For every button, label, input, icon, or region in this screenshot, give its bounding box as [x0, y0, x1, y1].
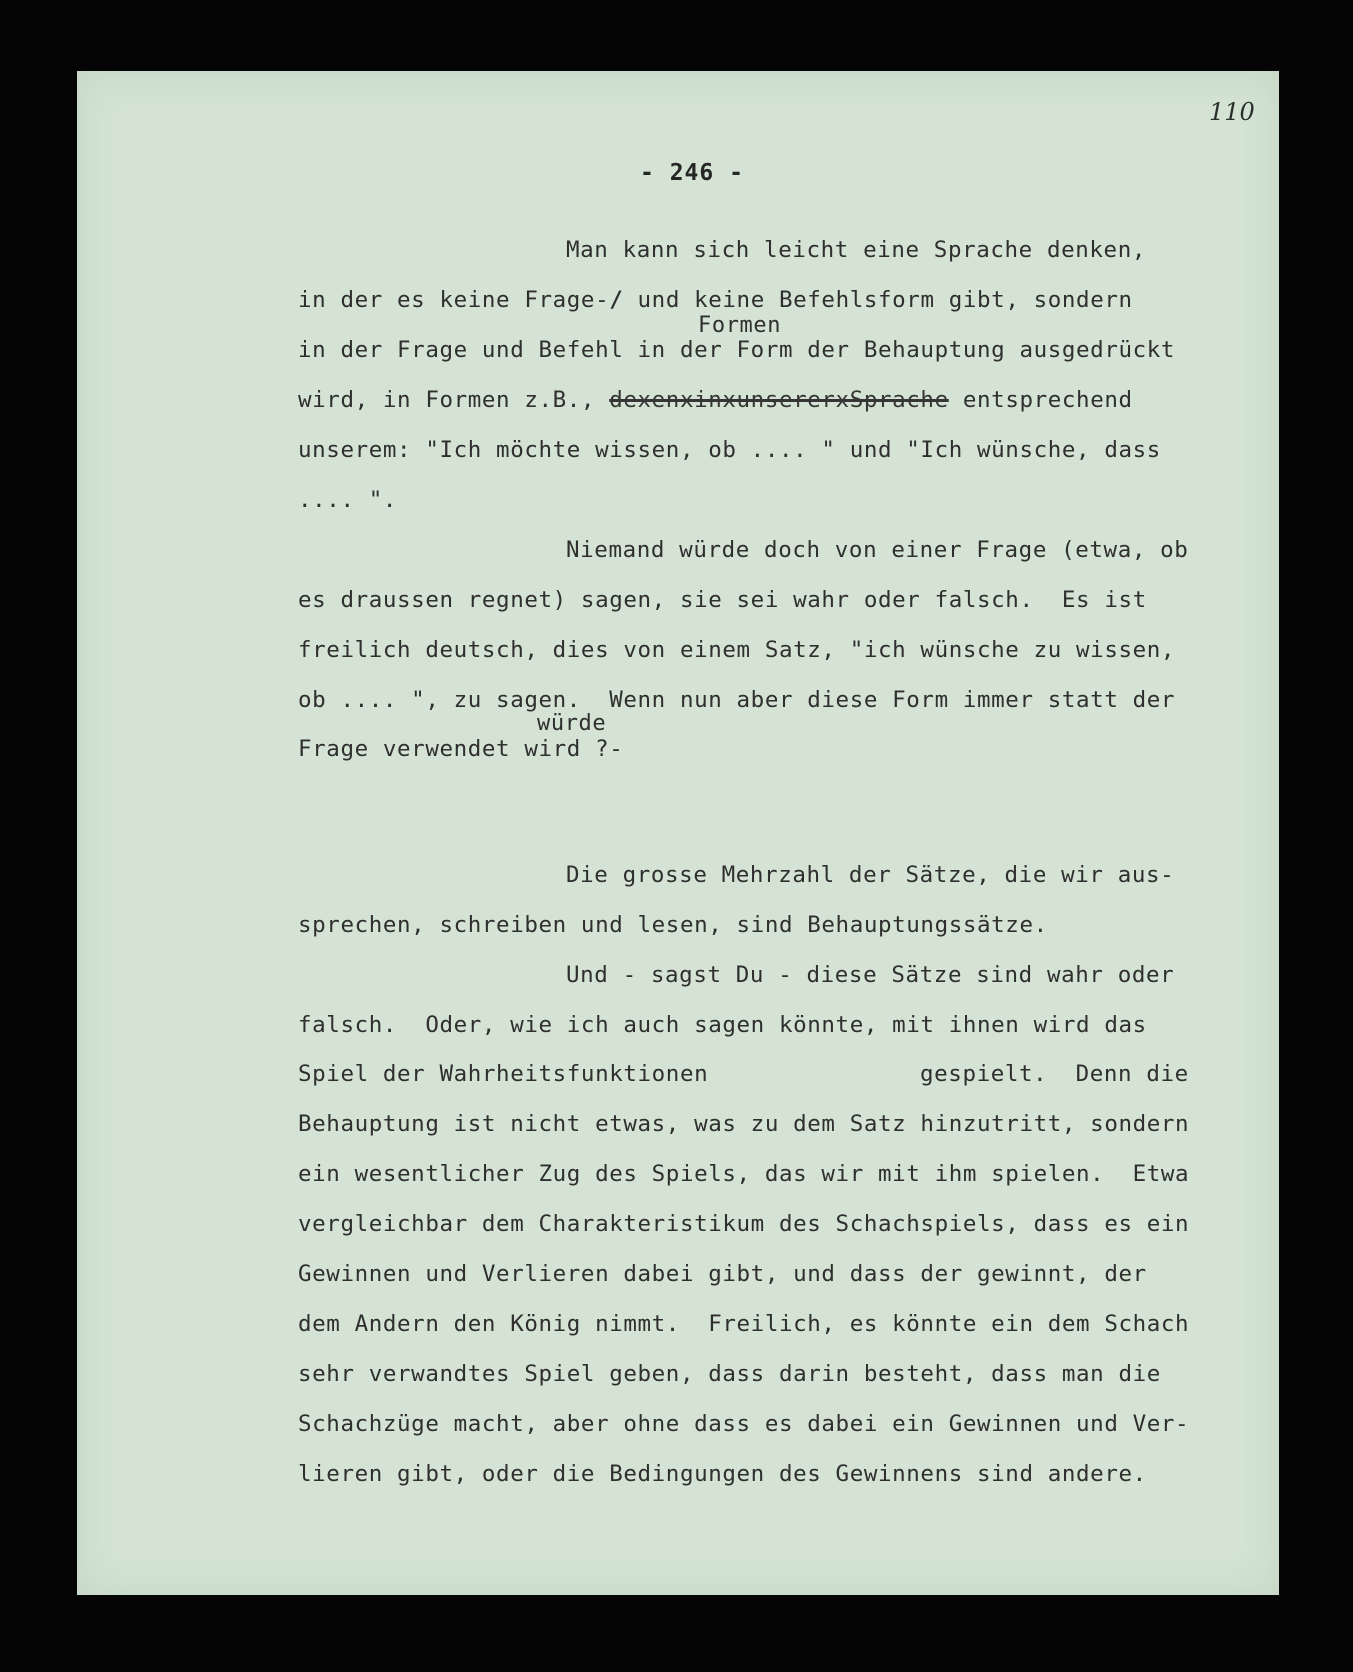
p1-line-2-b: und keine Befehlsform gibt, sondern	[623, 287, 1133, 313]
p4-line-4: Behauptung ist nicht etwas, was zu dem Satz hinzutritt, sondern	[298, 1111, 1190, 1137]
archive-number: 110	[1209, 98, 1255, 126]
p4-line-2: falsch. Oder, wie ich auch sagen könnte, mit ihnen wird das	[298, 1012, 1147, 1038]
p3-line-2: sprechen, schreiben und lesen, sind Behauptungssätze.	[298, 912, 1048, 938]
p1-line-5: unserem: "Ich möchte wissen, ob .... " und "Ich wünsche, dass	[298, 437, 1161, 463]
p3-line-1: Die grosse Mehrzahl der Sätze, die wir aus-	[566, 862, 1175, 888]
p4-line-8: dem Andern den König nimmt. Freilich, es könnte ein dem Schach	[298, 1311, 1190, 1337]
p4-line-3-a: Spiel der Wahrheitsfunktionen	[298, 1061, 709, 1087]
p1-line-2	[298, 287, 1133, 313]
p1-line-4-a: wird, in Formen z.B.,	[298, 387, 610, 413]
p4-line-1: Und - sagst Du - diese Sätze sind wahr oder	[566, 962, 1175, 988]
p1-line-1: Man kann sich leicht eine Sprache denken,	[566, 237, 1146, 263]
p2-line-4: ob .... ", zu sagen. Wenn nun aber diese Form immer statt der	[298, 687, 1176, 713]
p2-line-1: Niemand würde doch von einer Frage (etwa, ob	[566, 537, 1189, 563]
p2-line-5: Frage verwendet wird ?-	[298, 736, 624, 762]
struck-out-text: dexenxinxunsererxSprache	[609, 387, 949, 413]
p4-line-10: Schachzüge macht, aber ohne dass es dabei ein Gewinnen und Ver-	[298, 1411, 1190, 1437]
p2-line-2: es draussen regnet) sagen, sie sei wahr oder falsch. Es ist	[298, 587, 1147, 613]
p1-line-6: .... ".	[298, 487, 398, 513]
insertion-formen: Formen	[698, 313, 782, 338]
p4-line-7: Gewinnen und Verlieren dabei gibt, und dass der gewinnt, der	[298, 1261, 1147, 1287]
p1-line-4-b: entsprechend	[948, 387, 1133, 413]
p1-line-4	[298, 387, 1133, 413]
p4-line-11: lieren gibt, oder die Bedingungen des Gewinnens sind andere.	[298, 1461, 1147, 1487]
handwritten-slash-mark: /	[609, 287, 624, 313]
p4-line-5: ein wesentlicher Zug des Spiels, das wir mit ihm spielen. Etwa	[298, 1161, 1190, 1187]
p1-line-3: in der Frage und Befehl in der Form der Behauptung ausgedrückt	[298, 337, 1176, 363]
p1-line-2-a: in der es keine Frage-	[298, 287, 610, 313]
p2-line-3: freilich deutsch, dies von einem Satz, "ich wünsche zu wissen,	[298, 637, 1176, 663]
insertion-wuerde: würde	[537, 711, 607, 736]
p4-line-9: sehr verwandtes Spiel geben, dass darin besteht, dass man die	[298, 1361, 1161, 1387]
page-number: - 246 -	[640, 160, 744, 186]
p4-line-3-b: gespielt. Denn die	[920, 1061, 1189, 1087]
p4-line-6: vergleichbar dem Charakteristikum des Schachspiels, dass es ein	[298, 1211, 1190, 1237]
